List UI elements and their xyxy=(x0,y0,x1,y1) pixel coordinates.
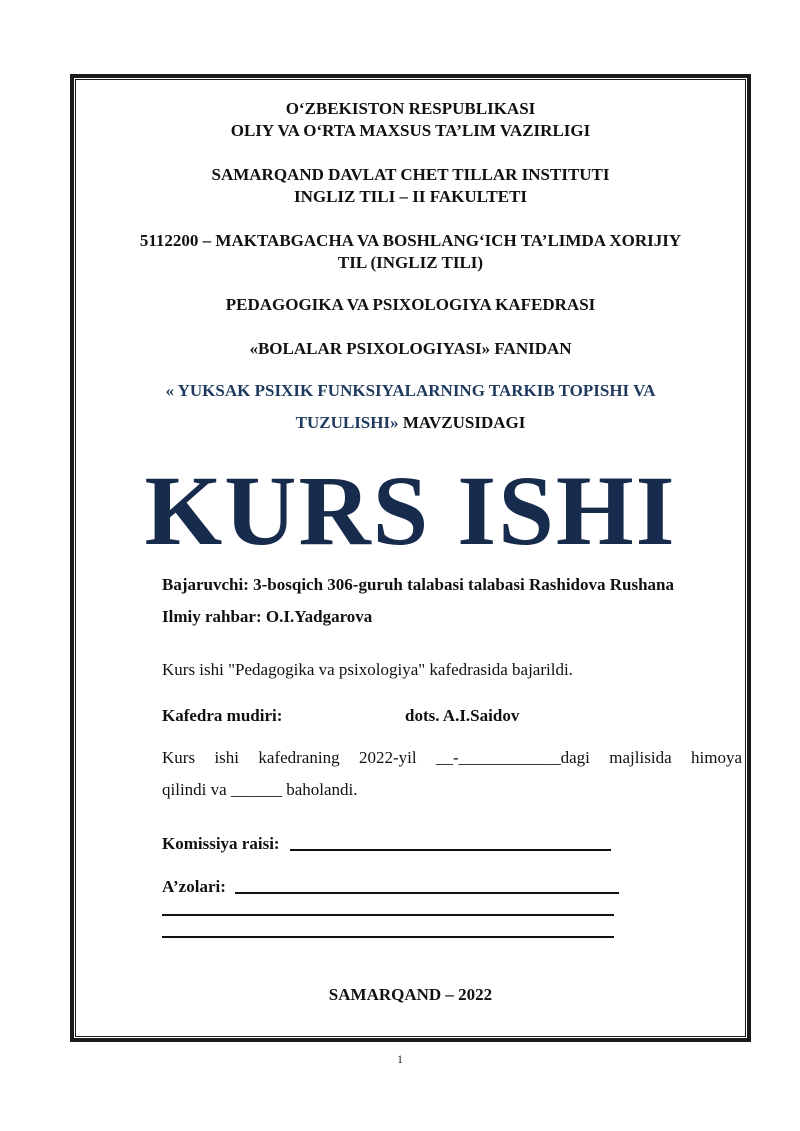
head-label: Kafedra mudiri: xyxy=(162,706,283,725)
members-signature-line-2 xyxy=(162,914,614,916)
republic-heading: O‘ZBEKISTON RESPUBLIKASI xyxy=(285,99,536,118)
performer-line: Bajaruvchi: 3-bosqich 306-guruh talabasi talabasi Rashidova Rushana xyxy=(162,575,675,594)
topic-line-2-suffix: MAVZUSIDAGI xyxy=(402,413,526,432)
supervisor-line: Ilmiy rahbar: O.I.Yadgarova xyxy=(162,607,373,626)
defense-line-2: qilindi va ______ baholandi. xyxy=(162,780,358,799)
commission-signature-line xyxy=(290,849,611,851)
topic-line-1: « YUKSAK PSIXIK FUNKSIYALARNING TARKIB TOPISHI VA xyxy=(165,381,656,400)
members-label: A’zolari: xyxy=(162,877,226,896)
program-line-1: 5112200 – MAKTABGACHA VA BOSHLANG‘ICH TA’LIMDA XORIJIY xyxy=(139,231,682,250)
city-year: SAMARQAND – 2022 xyxy=(328,985,493,1004)
faculty-heading: INGLIZ TILI – II FAKULTETI xyxy=(293,187,528,206)
members-signature-line-3 xyxy=(162,936,614,938)
head-name: dots. A.I.Saidov xyxy=(405,706,520,725)
department-heading: PEDAGOGIKA VA PSIXOLOGIYA KAFEDRASI xyxy=(225,295,596,314)
page-number: 1 xyxy=(397,1052,403,1066)
commission-label: Komissiya raisi: xyxy=(162,834,280,853)
program-line-2: TIL (INGLIZ TILI) xyxy=(337,253,484,272)
topic-line-2-quote: TUZULISHI» xyxy=(295,413,403,432)
completed-note: Kurs ishi "Pedagogika va psixologiya" kafedrasida bajarildi. xyxy=(162,660,573,679)
topic-line-2 xyxy=(80,412,741,434)
institute-heading: SAMARQAND DAVLAT CHET TILLAR INSTITUTI xyxy=(211,165,610,184)
defense-line-1: Kurs ishi kafedraning 2022-yil __-____________dagi majlisida himoya xyxy=(162,748,742,767)
document-title: KURS ISHI xyxy=(144,455,677,566)
ministry-heading: OLIY VA O‘RTA MAXSUS TA’LIM VAZIRLIGI xyxy=(230,121,591,140)
subject-heading: «BOLALAR PSIXOLOGIYASI» FANIDAN xyxy=(249,339,572,358)
members-signature-line-1 xyxy=(235,892,619,894)
